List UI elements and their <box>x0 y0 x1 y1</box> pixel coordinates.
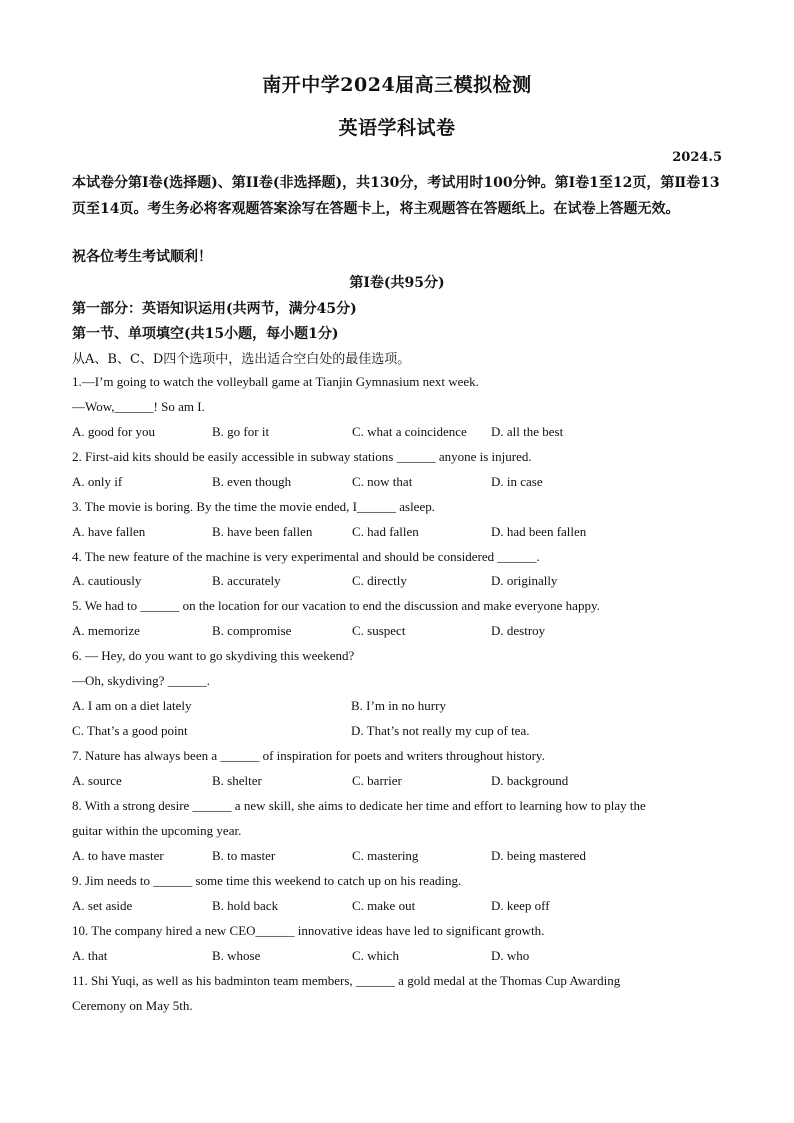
option-b: B. compromise <box>212 623 292 638</box>
question-line: 11. Shi Yuqi, as well as his badminton team members, ______ a gold medal at the Thomas Cup Awarding <box>72 973 621 988</box>
option-b: B. whose <box>212 948 261 963</box>
option-c: C. directly <box>352 573 407 588</box>
option-b: B. accurately <box>212 573 281 588</box>
option-c: C. what a coincidence <box>352 424 467 439</box>
option-a: A. good for you <box>72 424 156 439</box>
question-9 <box>72 868 722 893</box>
question-line: 1.—I’m going to watch the volleyball game at Tianjin Gymnasium next week. <box>72 374 479 389</box>
option-c: C. had fallen <box>352 524 419 539</box>
option-a: A. source <box>72 773 122 788</box>
part-title: 第一部分：英语知识运用(共两节，满分45分) <box>72 301 357 317</box>
option-c: C. now that <box>352 474 413 489</box>
question-5 <box>72 593 722 618</box>
option-c: C. barrier <box>352 773 402 788</box>
blessing: 祝各位考生考试顺利！ <box>72 249 212 265</box>
options-7 <box>72 773 722 793</box>
exam-subtitle: 英语学科试卷 <box>338 117 456 139</box>
question-11 <box>72 968 722 1018</box>
option-a: A. I am on a diet lately <box>72 698 192 713</box>
option-b: B. shelter <box>212 773 262 788</box>
options-6-row-2 <box>72 723 722 743</box>
option-b: B. to master <box>212 848 276 863</box>
question-line: 9. Jim needs to ______ some time this weekend to catch up on his reading. <box>72 873 462 888</box>
option-a: A. cautiously <box>72 573 142 588</box>
option-d: D. all the best <box>491 424 564 439</box>
question-3 <box>72 494 722 519</box>
option-c: C. which <box>352 948 399 963</box>
options-10 <box>72 948 722 968</box>
question-line: 5. We had to ______ on the location for our vacation to end the discussion and make everyone happy. <box>72 598 600 613</box>
question-8 <box>72 793 722 843</box>
options-9 <box>72 898 722 918</box>
option-a: A. to have master <box>72 848 164 863</box>
question-2 <box>72 444 722 469</box>
question-10 <box>72 918 722 943</box>
question-line: —Oh, skydiving? ______. <box>72 673 210 688</box>
question-6 <box>72 643 722 693</box>
option-a: A. memorize <box>72 623 140 638</box>
options-1 <box>72 424 722 444</box>
question-7 <box>72 743 722 768</box>
exam-title: 南开中学2024届高三模拟检测 <box>262 74 532 96</box>
option-a: A. that <box>72 948 108 963</box>
option-d: D. who <box>491 948 530 963</box>
option-d: D. keep off <box>491 898 550 913</box>
option-d: D. being mastered <box>491 848 586 863</box>
option-b: B. go for it <box>212 424 270 439</box>
exam-notice: 本试卷分第I卷(选择题)、第II卷(非选择题)，共130分，考试用时100分钟。第I卷1至12页，第Ⅱ卷13页至14页。考生务必将客观题答案涂写在答题卡上，将主观题答在答题纸上。在试卷上答题无效。 <box>72 175 720 217</box>
question-line: Ceremony on May 5th. <box>72 998 193 1013</box>
option-d: D. had been fallen <box>491 524 587 539</box>
option-b: B. have been fallen <box>212 524 313 539</box>
option-b: B. hold back <box>212 898 279 913</box>
question-line: 7. Nature has always been a ______ of inspiration for poets and writers throughout history. <box>72 748 545 763</box>
question-line: 4. The new feature of the machine is very experimental and should be considered ______. <box>72 549 540 564</box>
option-c: C. That’s a good point <box>72 723 188 738</box>
question-line: —Wow,______! So am I. <box>72 399 205 414</box>
option-a: A. have fallen <box>72 524 146 539</box>
question-line: 6. — Hey, do you want to go skydiving this weekend? <box>72 648 355 663</box>
option-c: C. mastering <box>352 848 419 863</box>
options-6-row-1 <box>72 698 722 718</box>
option-d: D. That’s not really my cup of tea. <box>351 723 530 738</box>
options-5 <box>72 623 722 643</box>
volume-title: 第I卷(共95分) <box>349 275 445 291</box>
instruction: 从A、B、C、D四个选项中，选出适合空白处的最佳选项。 <box>72 352 411 367</box>
options-3 <box>72 524 722 544</box>
question-line: 3. The movie is boring. By the time the movie ended, I______ asleep. <box>72 499 435 514</box>
options-8 <box>72 848 722 868</box>
exam-date: 2024.5 <box>672 150 722 165</box>
question-1 <box>72 369 722 419</box>
option-d: D. in case <box>491 474 543 489</box>
option-d: D. background <box>491 773 569 788</box>
option-c: C. suspect <box>352 623 406 638</box>
question-line: 10. The company hired a new CEO______ innovative ideas have led to significant growth. <box>72 923 545 938</box>
option-c: C. make out <box>352 898 416 913</box>
option-d: D. originally <box>491 573 558 588</box>
question-line: 8. With a strong desire ______ a new skill, she aims to dedicate her time and effort to learning how to play the <box>72 798 646 813</box>
options-2 <box>72 474 722 494</box>
option-b: B. even though <box>212 474 292 489</box>
option-a: A. set aside <box>72 898 133 913</box>
option-b: B. I’m in no hurry <box>351 698 446 713</box>
options-4 <box>72 573 722 593</box>
section-title: 第一节、单项填空(共15小题，每小题1分) <box>72 326 339 342</box>
question-line: guitar within the upcoming year. <box>72 823 242 838</box>
question-4 <box>72 544 722 569</box>
question-line: 2. First-aid kits should be easily accessible in subway stations ______ anyone is injured. <box>72 449 532 464</box>
option-a: A. only if <box>72 474 123 489</box>
option-d: D. destroy <box>491 623 546 638</box>
